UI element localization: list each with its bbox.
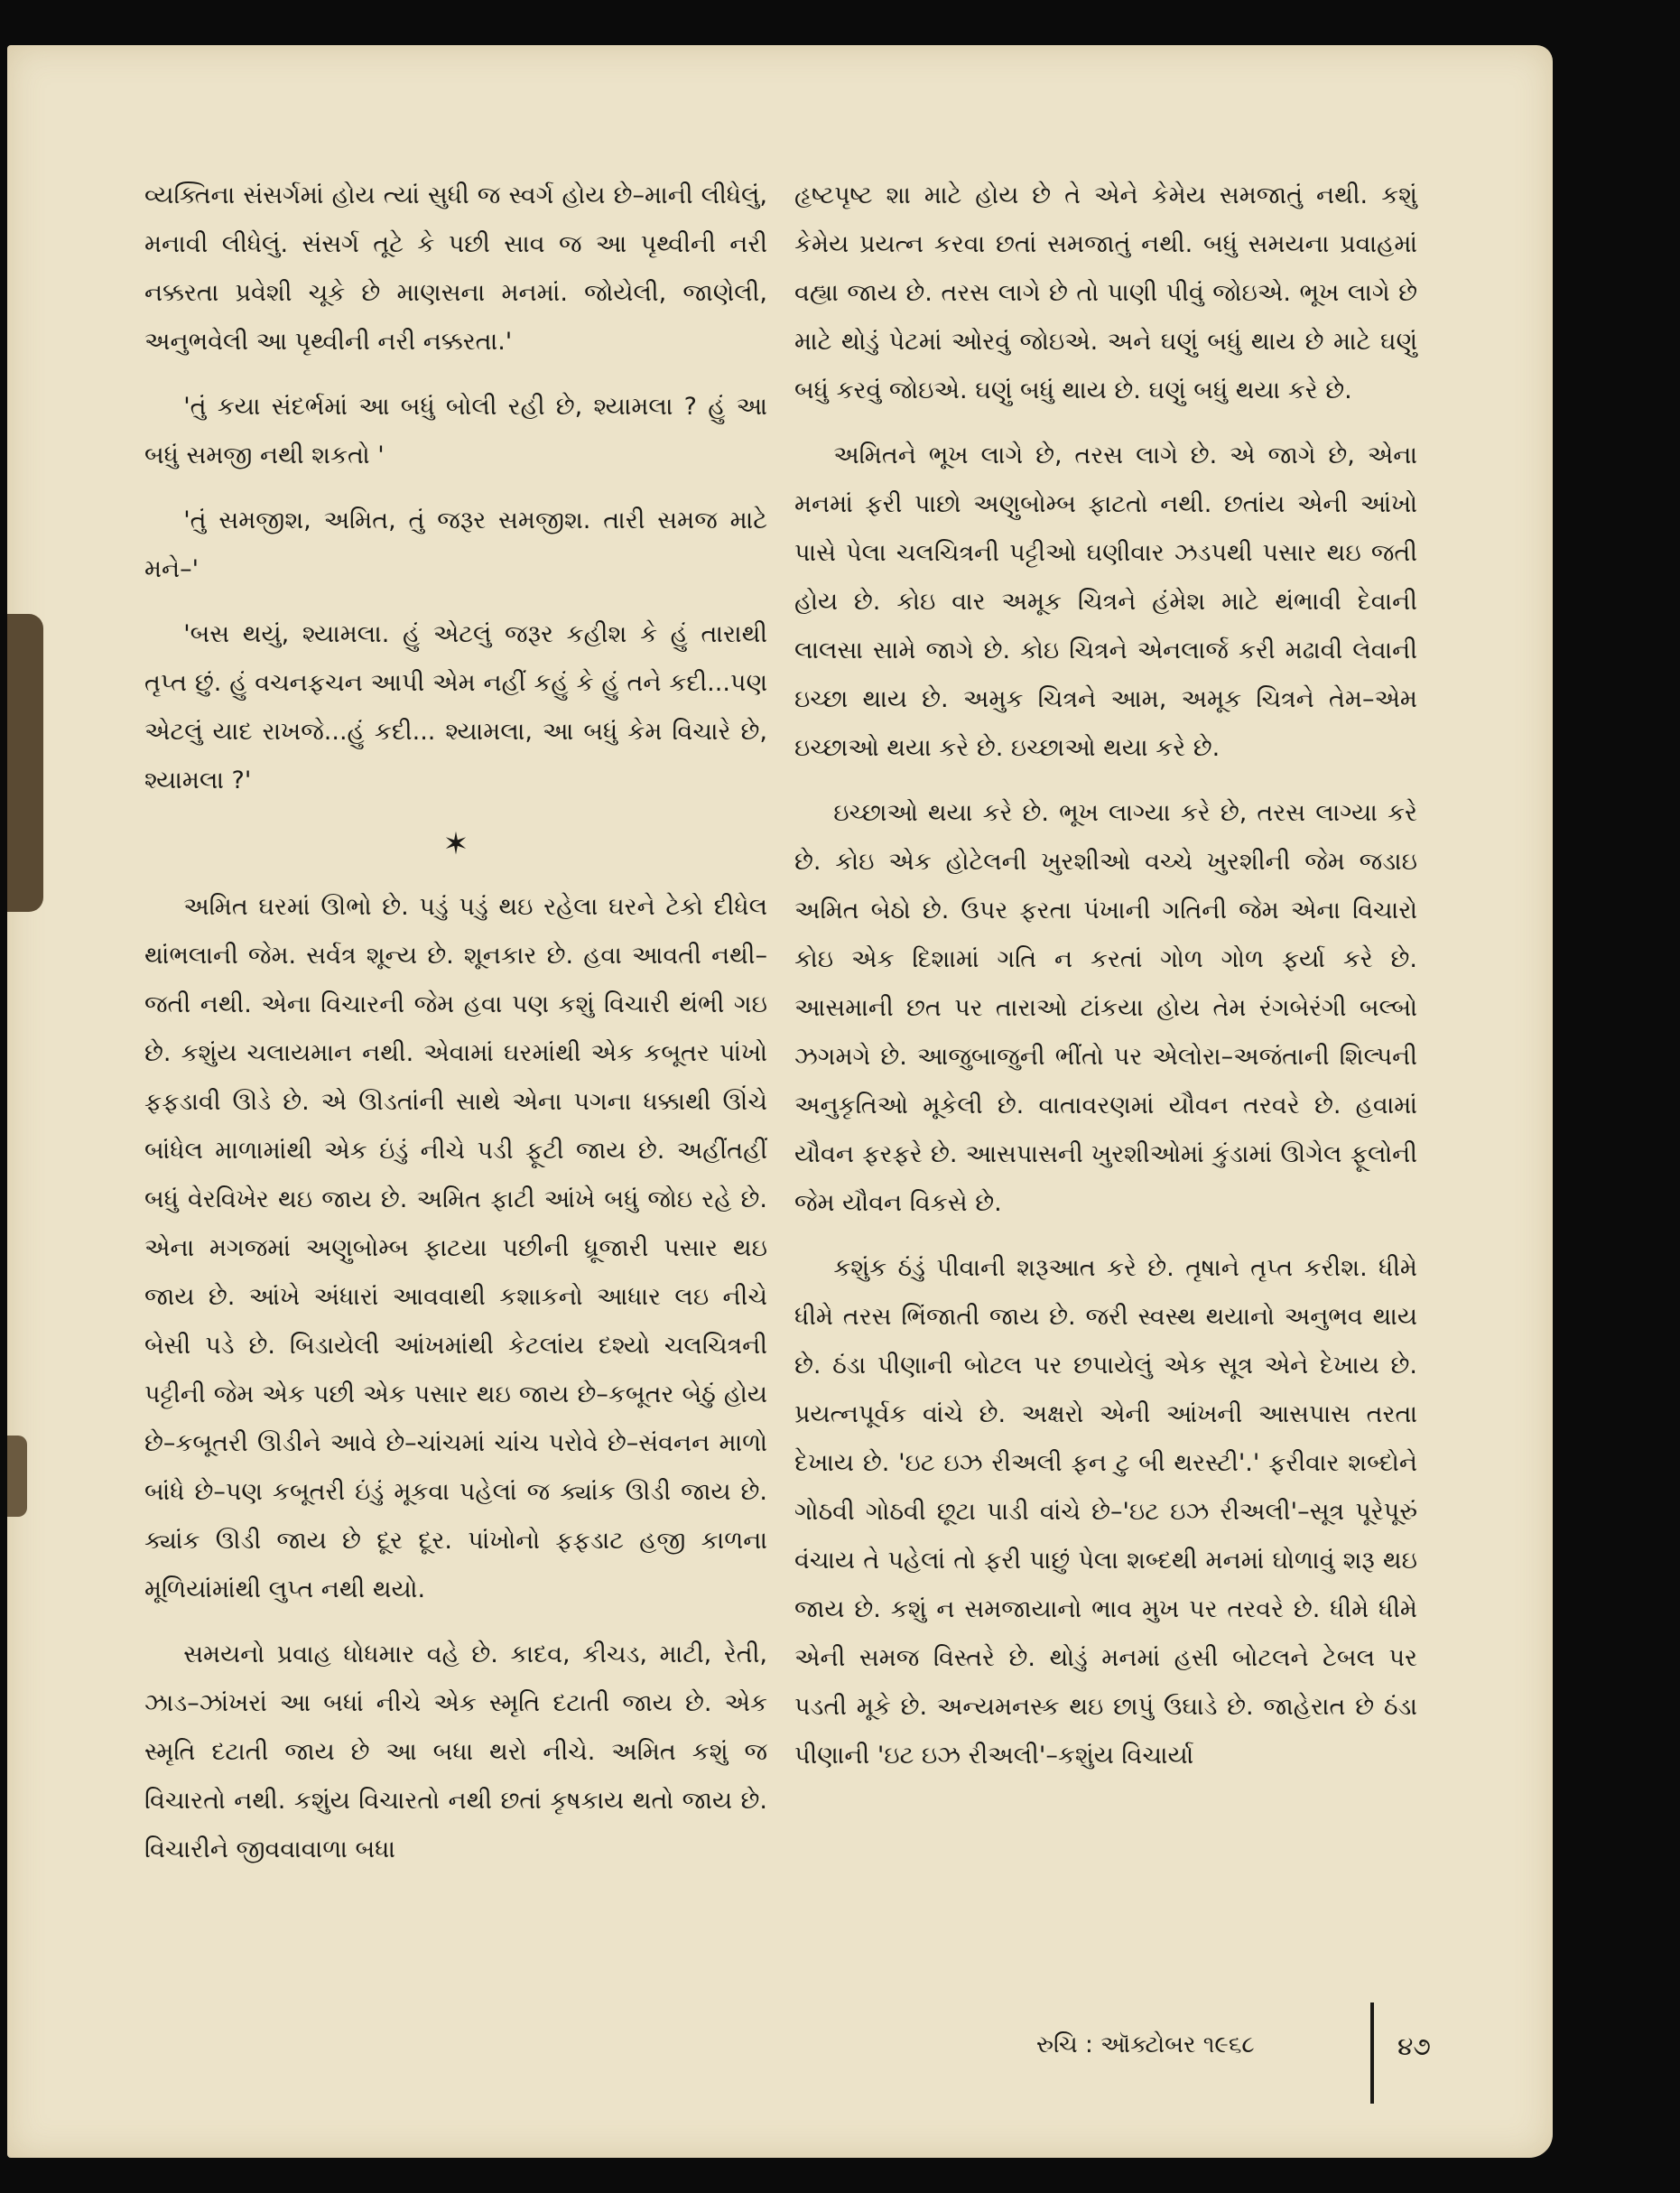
footer-divider <box>1370 2003 1374 2104</box>
section-separator: ✶ <box>442 826 469 862</box>
journal-issue: રુચિ : ઑક્ટોબર ૧૯૬૮ <box>1036 2031 1255 2058</box>
paragraph: હૃષ્ટપૃષ્ટ શા માટે હોય છે તે એને કેમેય સમજાતું નથી. કશું કેમેય પ્રયત્ન કરવા છતાં સમજાતું નથી. બધું સમયના પ્રવાહમાં વહ્યા જાય છે. તરસ લાગે છે તો પાણી પીવું જોઇએ. ભૂખ લાગે છે માટે થોડું પેટમાં ઓરવું જોઇએ. અને ઘણું બધું થાય છે માટે ઘણું બધું કરવું જોઇએ. ઘણું બધું થાય છે. ઘણું બધું થયા કરે છે. <box>794 181 1417 404</box>
paragraph: કશુંક ઠંડું પીવાની શરૂઆત કરે છે. તૃષાને તૃપ્ત કરીશ. ધીમે ધીમે તરસ ભિંજાતી જાય છે. જરી સ્વસ્થ થયાનો અનુભવ થાય છે. ઠંડા પીણાની બોટલ પર છપાયેલું એક સૂત્ર એને દેખાય છે. પ્રયત્નપૂર્વક વાંચે છે. અક્ષરો એની આંખની આસપાસ તરતા દેખાય છે. 'ઇટ ઇઝ રીઅલી ફન ટુ બી થરસ્ટી'.' ફરીવાર શબ્દોને ગોઠવી ગોઠવી છૂટા પાડી વાંચે છે–'ઇટ ઇઝ રીઅલી'–સૂત્ર પૂરેપૂરું વંચાય તે પહેલાં તો ફરી પાછું પેલા શબ્દથી મનમાં ઘોળાવું શરૂ થઇ જાય છે. કશું ન સમજાયાનો ભાવ મુખ પર તરવરે છે. ધીમે ધીમે એની સમજ વિસ્તરે છે. થોડું મનમાં હસી બોટલને ટેબલ પર પડતી મૂકે છે. અન્યમનસ્ક થઇ છાપું ઉઘાડે છે. જાહેરાત છે ઠંડા પીણાની 'ઇટ ઇઝ રીઅલી'–કશુંય વિચાર્યા <box>794 1254 1417 1770</box>
paragraph: અમિતને ભૂખ લાગે છે, તરસ લાગે છે. એ જાગે છે, એના મનમાં ફરી પાછો અણુબોમ્બ ફાટતો નથી. છતાંય એની આંખો પાસે પેલા ચલચિત્રની પટ્ટીઓ ઘણીવાર ઝડપથી પસાર થઇ જતી હોય છે. કોઇ વાર અમૂક ચિત્રને હંમેશ માટે થંભાવી દેવાની લાલસા સામે જાગે છે. કોઇ ચિત્રને એનલાર્જ કરી મઢાવી લેવાની ઇચ્છા થાય છે. અમુક ચિત્રને આમ, અમૂક ચિત્રને તેમ–એમ ઇચ્છાઓ થયા કરે છે. ઇચ્છાઓ થયા કરે છે. <box>794 441 1417 762</box>
right-column <box>794 172 1417 1797</box>
paragraph: સમયનો પ્રવાહ ધોધમાર વહે છે. કાદવ, કીચડ, માટી, રેતી, ઝાડ–ઝાંખરાં આ બધાં નીચે એક સ્મૃતિ દટાતી જાય છે. એક સ્મૃતિ દટાતી જાય છે આ બધા થરો નીચે. અમિત કશું જ વિચારતો નથી. કશુંય વિચારતો નથી છતાં કૃષકાય થતો જાય છે. વિચારીને જીવવાવાળા બધા <box>144 1640 767 1863</box>
paragraph: વ્યક્તિના સંસર્ગમાં હોય ત્યાં સુધી જ સ્વર્ગ હોય છે–માની લીધેલું, મનાવી લીધેલું. સંસર્ગ તૂટે કે પછી સાવ જ આ પૃથ્વીની નરી નક્કરતા પ્રવેશી ચૂકે છે માણસના મનમાં. જોયેલી, જાણેલી, અનુભવેલી આ પૃથ્વીની નરી નક્કરતા.' <box>144 181 767 356</box>
paragraph: 'તું કયા સંદર્ભમાં આ બધું બોલી રહી છે, શ્યામલા ? હું આ બધું સમજી નથી શકતો ' <box>144 393 767 469</box>
page-number: ૪૭ <box>1397 2031 1431 2061</box>
binding-edge <box>7 614 43 912</box>
binding-edge <box>7 1436 27 1517</box>
paragraph: 'તું સમજીશ, અમિત, તું જરૂર સમજીશ. તારી સમજ માટે મને–' <box>144 506 767 583</box>
magazine-page <box>7 45 1553 2158</box>
paragraph: 'બસ થયું, શ્યામલા. હું એટલું જરૂર કહીશ કે હું તારાથી તૃપ્ત છું. હું વચનફચન આપી એમ નહીં કહું કે હું તને કદી...પણ એટલું યાદ રાખજે...હું કદી... શ્યામલા, આ બધું કેમ વિચારે છે, શ્યામલા ?' <box>144 620 767 794</box>
paragraph: અમિત ઘરમાં ઊભો છે. પડું પડું થઇ રહેલા ઘરને ટેકો દીધેલ થાંભલાની જેમ. સર્વત્ર શૂન્ય છે. શૂનકાર છે. હવા આવતી નથી–જતી નથી. એના વિચારની જેમ હવા પણ કશું વિચારી થંભી ગઇ છે. કશુંય ચલાયમાન નથી. એવામાં ઘરમાંથી એક કબૂતર પાંખો ફફડાવી ઊડે છે. એ ઊડતાંની સાથે એના પગના ધક્કાથી ઊંચે બાંધેલ માળામાંથી એક ઇંડું નીચે પડી ફૂટી જાય છે. અહીંતહીં બધું વેરવિખેર થઇ જાય છે. અમિત ફાટી આંખે બધું જોઇ રહે છે. એના મગજમાં અણુબોમ્બ ફાટયા પછીની ધ્રૂજારી પસાર થઇ જાય છે. આંખે અંધારાં આવવાથી કશાકનો આધાર લઇ નીચે બેસી પડે છે. બિડાયેલી આંખમાંથી કેટલાંય દશ્યો ચલચિત્રની પટ્ટીની જેમ એક પછી એક પસાર થઇ જાય છે–કબૂતર બેઠું હોય છે–કબૂતરી ઊડીને આવે છે–ચાંચમાં ચાંચ પરોવે છે–સંવનન માળો બાંધે છે–પણ કબૂતરી ઇંડું મૂકવા પહેલાં જ ક્યાંક ઊડી જાય છે. ક્યાંક ઊડી જાય છે દૂર દૂર. પાંખોનો ફફડાટ હજી કાળના મૂળિયાંમાંથી લુપ્ત નથી થયો. <box>144 893 767 1603</box>
page-footer <box>1036 2031 1431 2061</box>
paragraph: ઇચ્છાઓ થયા કરે છે. ભૂખ લાગ્યા કરે છે, તરસ લાગ્યા કરે છે. કોઇ એક હોટેલની ખુરશીઓ વચ્ચે ખુરશીની જેમ જડાઇ અમિત બેઠો છે. ઉપર ફરતા પંખાની ગતિની જેમ એના વિચારો કોઇ એક દિશામાં ગતિ ન કરતાં ગોળ ગોળ ફર્યા કરે છે. આસમાની છત પર તારાઓ ટાંકયા હોય તેમ રંગબેરંગી બલ્બો ઝગમગે છે. આજુબાજુની ભીંતો પર એલોરા–અજંતાની શિલ્પની અનુકૃતિઓ મૂકેલી છે. વાતાવરણમાં યૌવન તરવરે છે. હવામાં યૌવન ફરફરે છે. આસપાસની ખુરશીઓમાં કુંડામાં ઊગેલ ફૂલોની જેમ યૌવન વિકસે છે. <box>794 799 1417 1217</box>
left-column <box>144 172 767 1891</box>
